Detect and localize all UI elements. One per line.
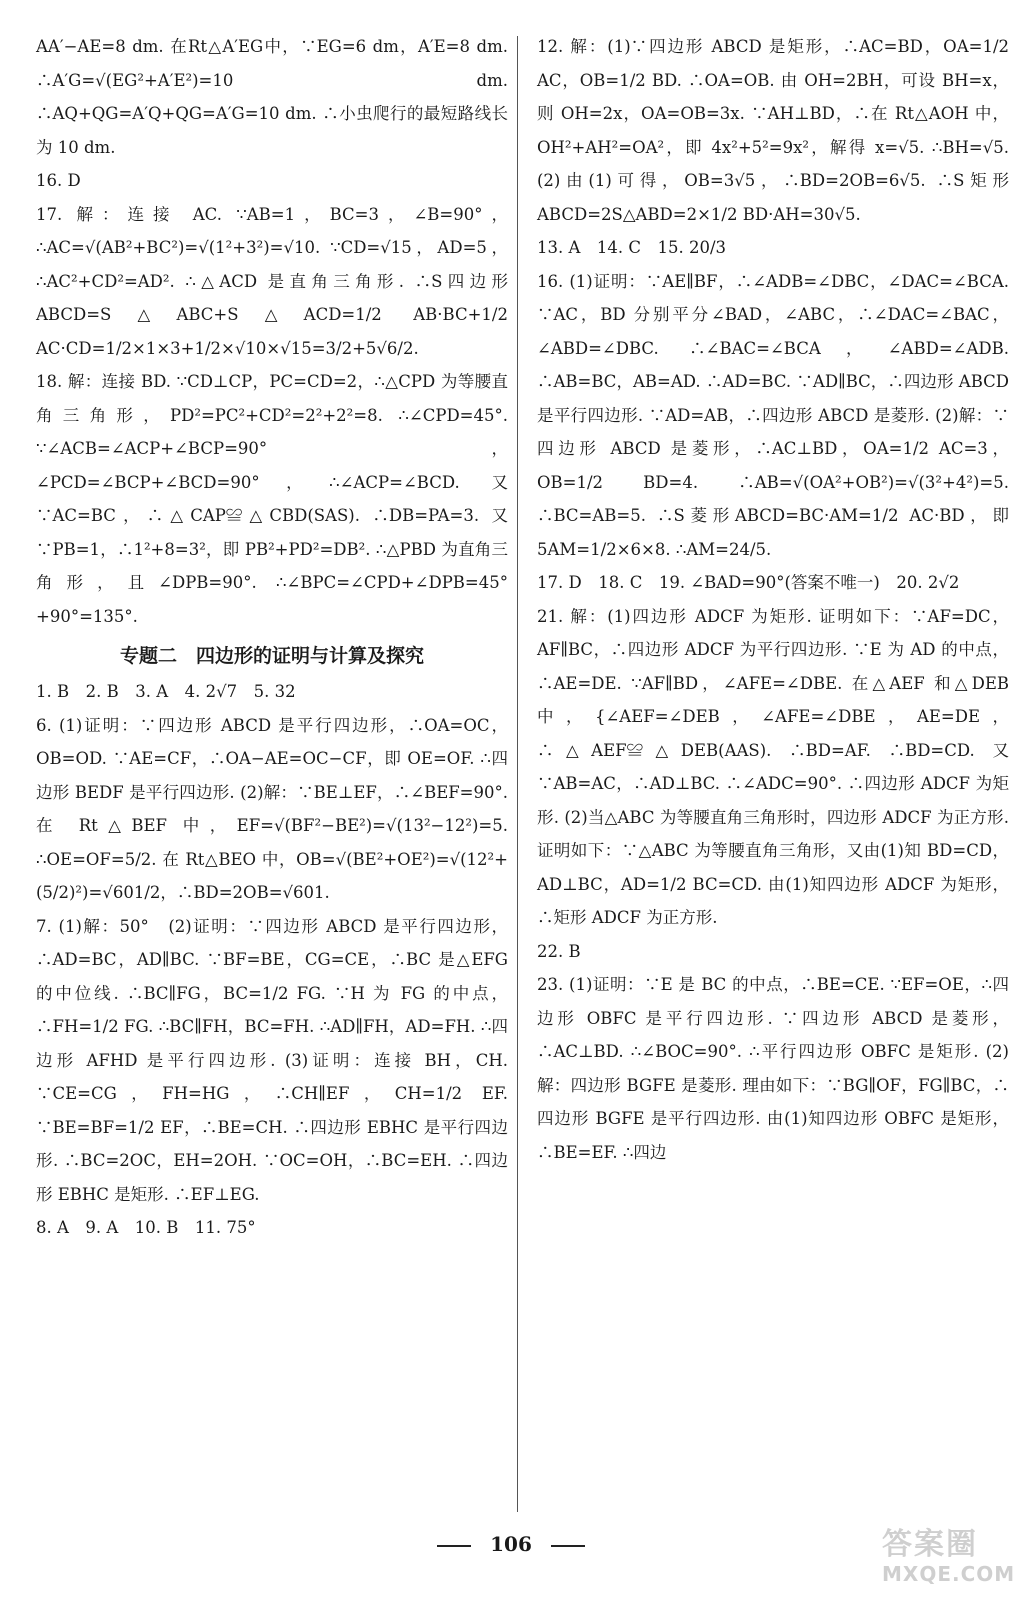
answer-16-b: 16. (1)证明：∵AE∥BF，∴∠ADB=∠DBC，∠DAC=∠BCA. ∵AC，BD 分别平分∠BAD，∠ABC，∴∠DAC=∠BAC，∠ABD=∠DBC. ∴∠BAC=∠BCA，∠ABD=∠ADB. ∴AB=BC，AB=AD. ∴AD=BC. ∵AD∥BC，∴四边形 ABCD 是平行四边形. ∵AD=AB，∴四边形 ABCD 是菱形. (2)解：∵四边形 ABCD 是菱形，∴AC⊥BD，OA=1/2 AC=3，OB=1/2 BD=4. ∴AB=√(OA²+OB²)=√(3²+4²)=5. ∴BC=AB=5. ∴S菱形ABCD=BC·AM=1/2 AC·BD，即 5AM=1/2×6×8. ∴AM=24/5. <box>537 271 1009 559</box>
answers-13-15: 13. A 14. C 15. 20/3 <box>537 238 727 257</box>
watermark-logo: 答案圈 <box>882 1527 978 1562</box>
answers-1-5: 1. B 2. B 3. A 4. 2√7 5. 32 <box>36 682 296 701</box>
page-number-footer <box>0 1532 1022 1556</box>
answer-paragraph-15-cont: AA′−AE=8 dm. 在Rt△A′EG中，∵EG=6 dm，A′E=8 dm. ∴A′G=√(EG²+A′E²)=10 dm. ∴AQ+QG=A′Q+QG=A′G=10 dm. ∴小虫爬行的最短路线长为 10 dm. <box>36 37 508 157</box>
answers-17-20: 17. D 18. C 19. ∠BAD=90°(答案不唯一) 20. 2√2 <box>537 573 960 592</box>
answer-17: 17. 解：连接 AC. ∵AB=1，BC=3，∠B=90°，∴AC=√(AB²+BC²)=√(1²+3²)=√10. ∵CD=√15，AD=5，∴AC²+CD²=AD². ∴△ACD 是直角三角形. ∴S四边形ABCD=S△ABC+S△ACD=1/2 AB·BC+1/2 AC·CD=1/2×1×3+1/2×√10×√15=3/2+5√6/2. <box>36 204 508 358</box>
answer-16: 16. D <box>36 171 81 190</box>
footer-dash-left <box>437 1545 471 1547</box>
watermark <box>882 1527 1016 1590</box>
left-column <box>36 30 508 1245</box>
right-column <box>537 30 1009 1169</box>
answer-22: 22. B <box>537 941 581 961</box>
column-divider <box>517 36 518 1512</box>
answer-7: 7. (1)解：50° (2)证明：∵四边形 ABCD 是平行四边形，∴AD=BC，AD∥BC. ∵BF=BE，CG=CE，∴BC 是△EFG 的中位线. ∴BC∥FG，BC=1/2 FG. ∵H 为 FG 的中点，∴FH=1/2 FG. ∴BC∥FH，BC=FH. ∴AD∥FH，AD=FH. ∴四边形 AFHD 是平行四边形. (3)证明：连接 BH，CH. ∵CE=CG，FH=HG，∴CH∥EF，CH=1/2 EF. ∵BE=BF=1/2 EF，∴BE=CH. ∴四边形 EBHC 是平行四边形. ∴BC=2OC，EH=2OH. ∵OC=OH，∴BC=EH. ∴四边形 EBHC 是矩形. ∴EF⊥EG. <box>36 916 508 1204</box>
footer-dash-right <box>551 1545 585 1547</box>
page-number: 106 <box>490 1532 532 1556</box>
answer-23: 23. (1)证明：∵E 是 BC 的中点，∴BE=CE. ∵EF=OE，∴四边形 OBFC 是平行四边形. ∵四边形 ABCD 是菱形，∴AC⊥BD. ∴∠BOC=90°. ∴平行四边形 OBFC 是矩形. (2)解：四边形 BGFE 是菱形. 理由如下：∵BG∥OF，FG∥BC，∴四边形 BGFE 是平行四边形. 由(1)知四边形 OBFC 是矩形，∴BE=EF. ∴四边 <box>537 975 1009 1162</box>
answer-18: 18. 解：连接 BD. ∵CD⊥CP，PC=CD=2，∴△CPD 为等腰直角三角形，PD²=PC²+CD²=2²+2²=8. ∴∠CPD=45°. ∵∠ACB=∠ACP+∠BCP=90°，∠PCD=∠BCP+∠BCD=90°，∴∠ACP=∠BCD. 又∵AC=BC，∴△CAP≌△CBD(SAS). ∴DB=PA=3. 又∵PB=1，∴1²+8=3²，即 PB²+PD²=DB². ∴△PBD 为直角三角形，且∠DPB=90°. ∴∠BPC=∠CPD+∠DPB=45°+90°=135°. <box>36 372 508 626</box>
answer-21: 21. 解：(1)四边形 ADCF 为矩形. 证明如下：∵AF=DC，AF∥BC，∴四边形 ADCF 为平行四边形. ∵E 为 AD 的中点，∴AE=DE. ∵AF∥BD，∠AFE=∠DBE. 在△AEF 和△DEB 中，{∠AEF=∠DEB，∠AFE=∠DBE，AE=DE，∴△AEF≌△DEB(AAS). ∴BD=AF. ∴BD=CD. 又∵AB=AC，∴AD⊥BC. ∴∠ADC=90°. ∴四边形 ADCF 为矩形. (2)当△ABC 为等腰直角三角形时，四边形 ADCF 为正方形. 证明如下：∵△ABC 为等腰直角三角形，又由(1)知 BD=CD，AD⊥BC，AD=1/2 BC=CD. 由(1)知四边形 ADCF 为矩形，∴矩形 ADCF 为正方形. <box>537 606 1009 927</box>
answer-6: 6. (1)证明：∵四边形 ABCD 是平行四边形，∴OA=OC，OB=OD. ∵AE=CF，∴OA−AE=OC−CF，即 OE=OF. ∴四边形 BEDF 是平行四边形. (2)解：∵BE⊥EF，∴∠BEF=90°. 在 Rt△BEF 中，EF=√(BF²−BE²)=√(13²−12²)=5. ∴OE=OF=5/2. 在 Rt△BEO 中，OB=√(BE²+OE²)=√(12²+(5/2)²)=√601/2，∴BD=2OB=√601. <box>36 715 508 902</box>
answers-8-11: 8. A 9. A 10. B 11. 75° <box>36 1218 256 1237</box>
section-title: 专题二 四边形的证明与计算及探究 <box>119 645 424 667</box>
watermark-url: MXQE.COM <box>882 1562 1016 1586</box>
answer-12: 12. 解：(1)∵四边形 ABCD 是矩形，∴AC=BD，OA=1/2 AC，OB=1/2 BD. ∴OA=OB. 由 OH=2BH，可设 BH=x，则 OH=2x，OA=OB=3x. ∵AH⊥BD，∴在 Rt△AOH 中，OH²+AH²=OA²，即 4x²+5²=9x²，解得 x=√5. ∴BH=√5. (2)由(1)可得，OB=3√5，∴BD=2OB=6√5. ∴S矩形ABCD=2S△ABD=2×1/2 BD·AH=30√5. <box>537 37 1009 224</box>
